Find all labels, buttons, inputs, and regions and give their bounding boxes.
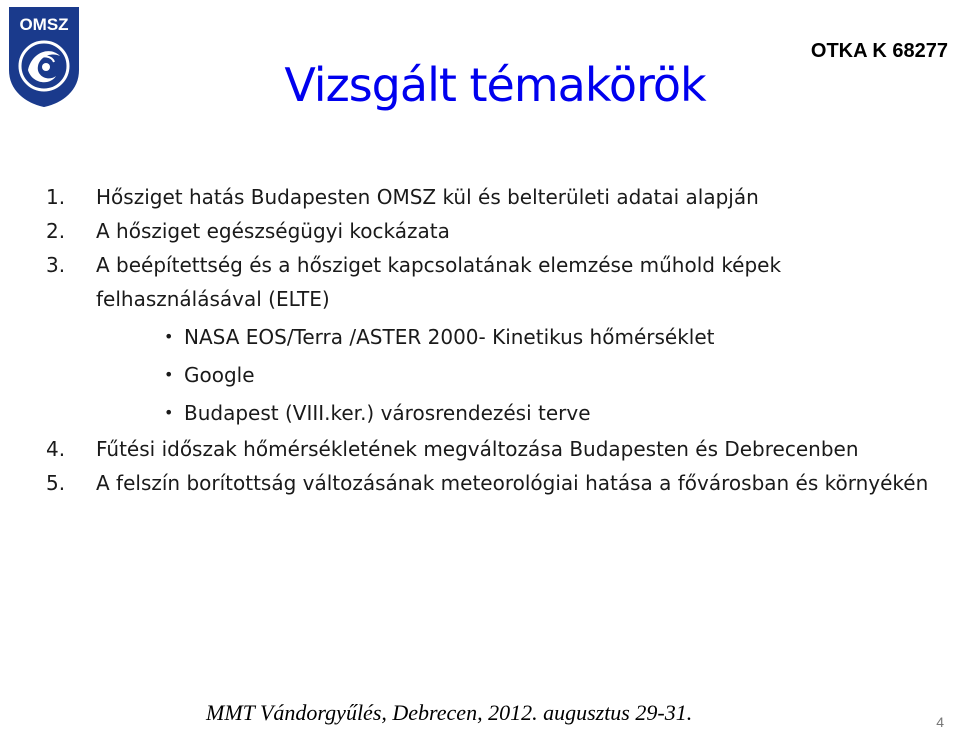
list-item-text: A beépítettség és a hősziget kapcsolatának elemzése műhold képek felhasználásával (ELTE) xyxy=(96,253,782,311)
list-item xyxy=(46,214,946,248)
footer-text: MMT Vándorgyűlés, Debrecen, 2012. augusztus 29-31. xyxy=(206,700,693,725)
sub-list-item-text: Google xyxy=(184,363,255,387)
list-item-text: A hősziget egészségügyi kockázata xyxy=(96,219,450,243)
list-item xyxy=(46,248,946,316)
bullet-icon: • xyxy=(164,365,174,384)
list-item-text: A felszín borítottság változásának meteorológiai hatása a fővárosban és környékén xyxy=(96,471,929,495)
sub-list-item-text: NASA EOS/Terra /ASTER 2000- Kinetikus hőmérséklet xyxy=(184,325,715,349)
logo-text: OMSZ xyxy=(19,15,69,34)
list-item-number: 5. xyxy=(46,471,66,495)
list-item xyxy=(46,180,946,214)
sub-list-item xyxy=(46,358,946,392)
list-item-number: 1. xyxy=(46,185,66,209)
list-item-text: Fűtési időszak hőmérsékletének megváltozása Budapesten és Debrecenben xyxy=(96,437,859,461)
list-item-number: 4. xyxy=(46,437,66,461)
list-item-number: 2. xyxy=(46,219,66,243)
page-number: 4 xyxy=(936,714,944,730)
grant-id: OTKA K 68277 xyxy=(810,40,948,62)
list-item xyxy=(46,466,946,500)
sub-list-item xyxy=(46,320,946,354)
list-item-text: Hősziget hatás Budapesten OMSZ kül és belterületi adatai alapján xyxy=(96,185,759,209)
list-item xyxy=(46,432,946,466)
page-title: Vizsgált témakörök xyxy=(284,58,706,112)
sub-list-item xyxy=(46,396,946,430)
sub-list-item-text: Budapest (VIII.ker.) városrendezési terve xyxy=(184,401,591,425)
bullet-icon: • xyxy=(164,327,174,346)
bullet-icon: • xyxy=(164,403,174,422)
list-item-number: 3. xyxy=(46,253,66,277)
topic-list xyxy=(46,180,946,500)
